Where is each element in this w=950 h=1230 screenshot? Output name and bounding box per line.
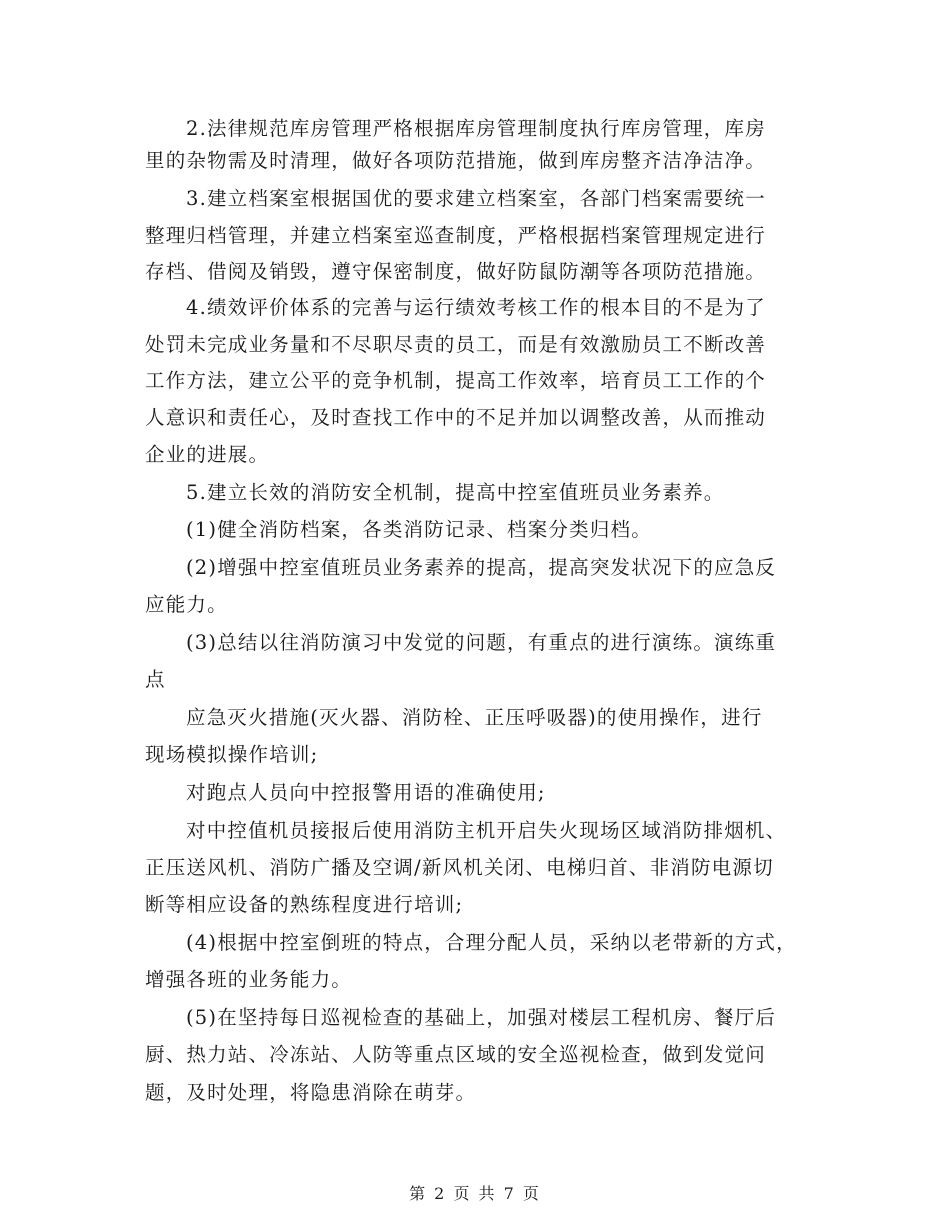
- text-line: (3)总结以往消防演习中发觉的问题，有重点的进行演练。演练重: [186, 631, 777, 654]
- text-line: 里的杂物需及时清理，做好各项防范措施，做到库房整齐洁净洁净。: [145, 149, 767, 172]
- text-line: 存档、借阅及销毁，遵守保密制度，做好防鼠防潮等各项防范措施。: [145, 260, 767, 283]
- text-line: (5)在坚持每日巡视检查的基础上，加强对楼层工程机房、餐厅后: [186, 1006, 777, 1029]
- page-footer: 第 2 页 共 7 页: [409, 1184, 541, 1203]
- text-line: 现场模拟操作培训;: [145, 743, 319, 766]
- text-line: 应急灭火措施(灭火器、消防栓、正压呼吸器)的使用操作，进行: [186, 706, 763, 729]
- text-line: 应能力。: [145, 593, 228, 616]
- text-line: 人意识和责任心，及时查找工作中的不足并加以调整改善，从而推动: [145, 406, 767, 429]
- text-line: 厨、热力站、冷冻站、人防等重点区域的安全巡视检查，做到发觉问: [145, 1043, 767, 1066]
- text-line: 企业的进展。: [145, 443, 270, 466]
- text-line: 3.建立档案室根据国优的要求建立档案室，各部门档案需要统一: [186, 187, 766, 210]
- text-line: 2.法律规范库房管理严格根据库房管理制度执行库房管理，库房: [186, 117, 766, 140]
- text-line: 5.建立长效的消防安全机制，提高中控室值班员业务素养。: [186, 481, 725, 504]
- text-line: 断等相应设备的熟练程度进行培训;: [145, 893, 464, 916]
- text-line: 正压送风机、消防广播及空调/新风机关闭、电梯归首、非消防电源切: [145, 856, 774, 879]
- text-line: 处罚未完成业务量和不尽职尽责的员工，而是有效激励员工不断改善: [145, 333, 767, 356]
- text-line: 对跑点人员向中控报警用语的准确使用;: [186, 781, 546, 804]
- text-line: 对中控值机员接报后使用消防主机开启失火现场区域消防排烟机、: [186, 819, 787, 842]
- text-line: 题，及时处理，将隐患消除在萌芽。: [145, 1081, 477, 1104]
- text-line: 整理归档管理，并建立档案室巡查制度，严格根据档案管理规定进行: [145, 224, 767, 247]
- text-line: 工作方法，建立公平的竞争机制，提高工作效率，培育员工工作的个: [145, 369, 767, 392]
- text-line: 增强各班的业务能力。: [145, 968, 353, 991]
- text-line: (4)根据中控室倒班的特点，合理分配人员，采纳以老带新的方式，: [186, 931, 797, 954]
- text-line: (2)增强中控室值班员业务素养的提高，提高突发状况下的应急反: [186, 556, 777, 579]
- text-line: (1)健全消防档案，各类消防记录、档案分类归档。: [186, 518, 652, 541]
- text-line: 点: [145, 668, 166, 691]
- text-line: 4.绩效评价体系的完善与运行绩效考核工作的根本目的不是为了: [186, 296, 766, 319]
